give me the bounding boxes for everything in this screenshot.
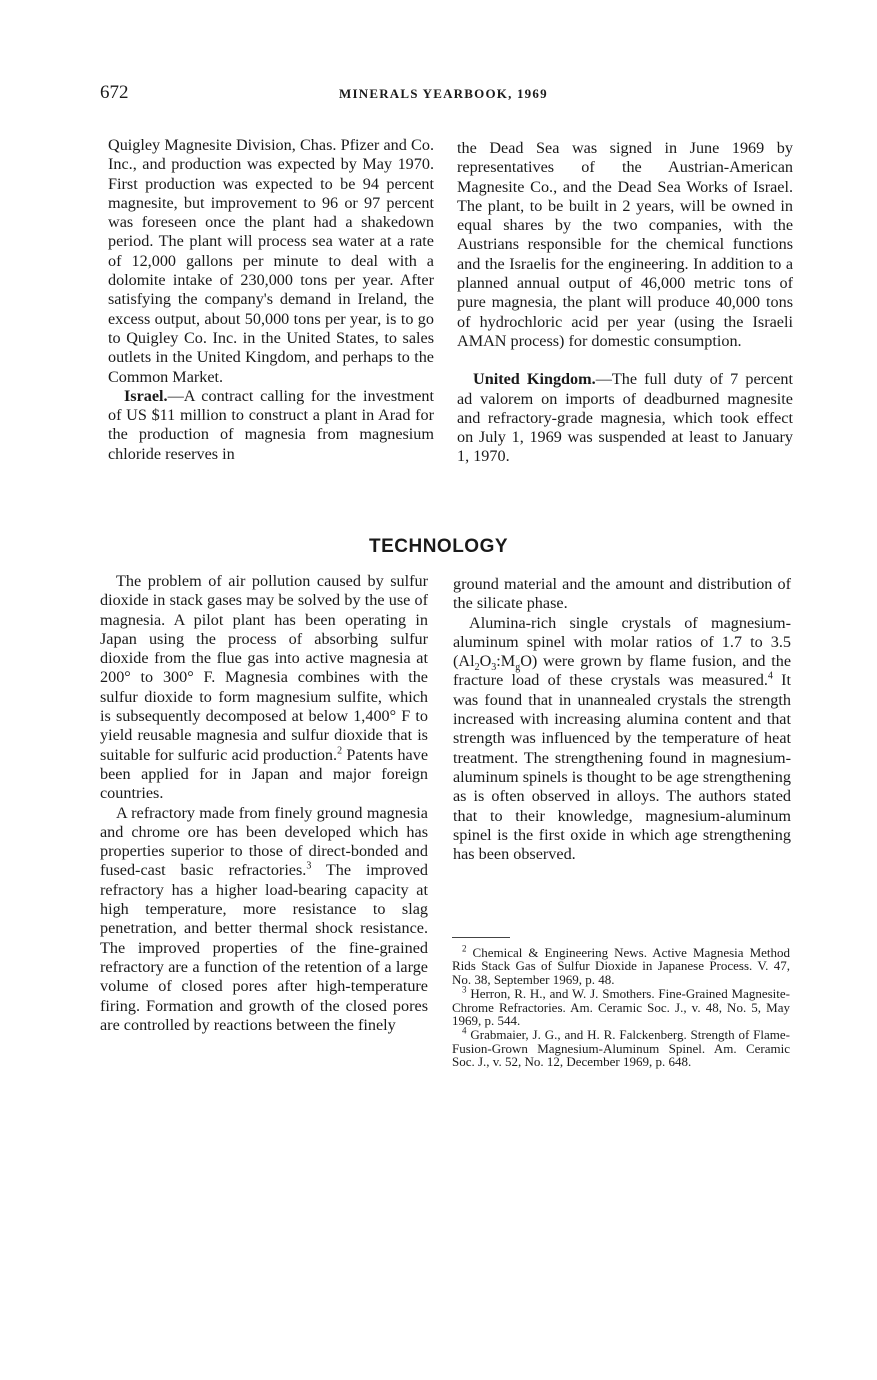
paragraph-text: The problem of air pollution caused by sulfur dioxide in stack gases may be solved by the use of magnesia. A pilot plant has been operating in Japan using the process of absorbing sulfur dioxide from the flue gas into active magnesia at 200° to 300° F. Magnesia combines with the sulfur dioxide to form magnesium sulfite, which is subsequently decomposed at below 1,400° F to yield reusable magnesia and sulfur dioxide that is suitable for sulfuric acid production. bbox=[100, 572, 428, 764]
paragraph-text: O) were grown by flame fusion, and the fracture load of these crystals was measured. bbox=[453, 652, 791, 690]
page-number: 672 bbox=[100, 82, 129, 103]
paragraph-refractory bbox=[100, 804, 428, 1036]
footnote-mark: 3 bbox=[462, 984, 467, 995]
column-top-right bbox=[457, 139, 793, 467]
paragraph-united-kingdom bbox=[457, 370, 793, 466]
subscript: 2 bbox=[474, 662, 480, 674]
footnote-2 bbox=[452, 943, 791, 987]
footnote-text: Grabmaier, J. G., and H. R. Falckenberg. Strength of Flame-Fusion-Grown Magnesium-Aluminum Spinel. Am. Ceramic Soc. J., v. 52, No. 12, December 1969, p. 648. bbox=[452, 1027, 791, 1070]
paragraph-ireland-continued: Quigley Magnesite Division, Chas. Pfizer and Co. Inc., and production was expected by May 1970. First production was expected to be 94 percent magnesite, but improvement to 96 or 97 percent was foreseen once the plant had a shakedown period. The plant will process sea water at a rate of 12,000 gallons per minute to deal with a dolomite intake of 230,000 tons per year. After satisfying the company's demand in Ireland, the excess output, about 50,000 tons per year, is to go to Quigley Co. Inc. in the United States, to sales outlets in the United Kingdom, and perhaps to the Common Market. bbox=[108, 136, 434, 386]
paragraph-text: Alumina-rich single crystals of magnesium-aluminum spinel with molar ratios of 1.7 to 3.5 (Al bbox=[453, 613, 791, 671]
footnote-4 bbox=[452, 1028, 790, 1068]
paragraph-text: The improved refractory has a higher load-bearing capacity at high temperature, more resistance to slag penetration, and better thermal shock resistance. The improved properties of the fine-grained refractory are a function of the retention of a large volume of closed pores after high-temperature firing. Formation and growth of the closed pores are controlled by reactions between the finely bbox=[100, 861, 428, 1034]
running-title: MINERALS YEARBOOK, 1969 bbox=[339, 86, 548, 101]
paragraph-israel bbox=[108, 387, 434, 464]
paragraph-air-pollution bbox=[100, 572, 428, 804]
united-kingdom-heading: United Kingdom. bbox=[473, 370, 596, 389]
column-bottom-right bbox=[453, 575, 791, 864]
footnote-reference: 4 bbox=[767, 671, 773, 683]
subscript: 3 bbox=[491, 662, 497, 674]
paragraph-text: It was found that in unannealed crystals the strength increased with increasing alumina content and that strength was influenced by the temperature of heat treatment. The strengthening found in magnesium-aluminum spinels is thought to be age strengthening as is often observed in alloys. The authors stated that to their knowledge, magnesium-aluminum spinel is the first oxide in which age strengthening has been observed. bbox=[453, 671, 792, 864]
footnote-reference: 3 bbox=[306, 861, 312, 873]
paragraph-text: Patents have been applied for in Japan and major foreign countries. bbox=[100, 745, 428, 803]
formula-text: :M bbox=[496, 652, 516, 671]
footnote-reference: 2 bbox=[337, 745, 343, 757]
united-kingdom-text: —The full duty of 7 percent ad valorem on imports of deadburned magnesite and refractory-grade magnesia, which took effect on July 1, 1969 was suspended at least to January 1, 1970. bbox=[457, 370, 793, 466]
column-top-left bbox=[108, 136, 434, 464]
paragraph-spinel bbox=[453, 614, 791, 865]
section-heading-technology: TECHNOLOGY bbox=[368, 536, 509, 557]
footnote-divider bbox=[452, 937, 510, 938]
footnote-text: Chemical & Engineering News. Active Magnesia Method Rids Stack Gas of Sulfur Dioxide in Japanese Process. V. 47, No. 38, September 1969, p. 48. bbox=[452, 945, 791, 987]
footnote-text: Herron, R. H., and W. J. Smothers. Fine-Grained Magnesite-Chrome Refractories. Am. Ceramic Soc. J., v. 48, No. 5, May 1969, p. 544. bbox=[452, 986, 790, 1029]
footnotes bbox=[452, 943, 791, 1070]
israel-text: —A contract calling for the investment of US $11 million to construct a plant in Arad for the production of magnesia from magnesium chloride reserves in bbox=[108, 386, 434, 463]
footnote-3 bbox=[452, 984, 790, 1029]
israel-heading: Israel. bbox=[124, 386, 168, 405]
subscript: g bbox=[515, 662, 521, 674]
paragraph-refractory-continued: ground material and the amount and distribution of the silicate phase. bbox=[453, 575, 791, 613]
footnote-mark: 2 bbox=[462, 943, 467, 954]
footnote-mark: 4 bbox=[462, 1026, 467, 1037]
paragraph-text: A refractory made from finely ground magnesia and chrome ore has been developed which has properties superior to those of direct-bonded and fused-cast basic refractories. bbox=[100, 803, 428, 880]
column-bottom-left bbox=[100, 572, 428, 1035]
paragraph-israel-continued: the Dead Sea was signed in June 1969 by representatives of the Austrian-American Magnesite Co., and the Dead Sea Works of Israel. The plant, to be built in 2 years, will be owned in equal shares by the two companies, with the Austrians responsible for the chemical functions and the Israelis for the engineering. In addition to a planned annual output of 46,000 metric tons of pure magnesia, the plant will produce 40,000 tons of hydrochloric acid per year (using the Israeli AMAN process) for domestic consumption. bbox=[457, 139, 793, 350]
formula-text: O bbox=[479, 652, 492, 671]
